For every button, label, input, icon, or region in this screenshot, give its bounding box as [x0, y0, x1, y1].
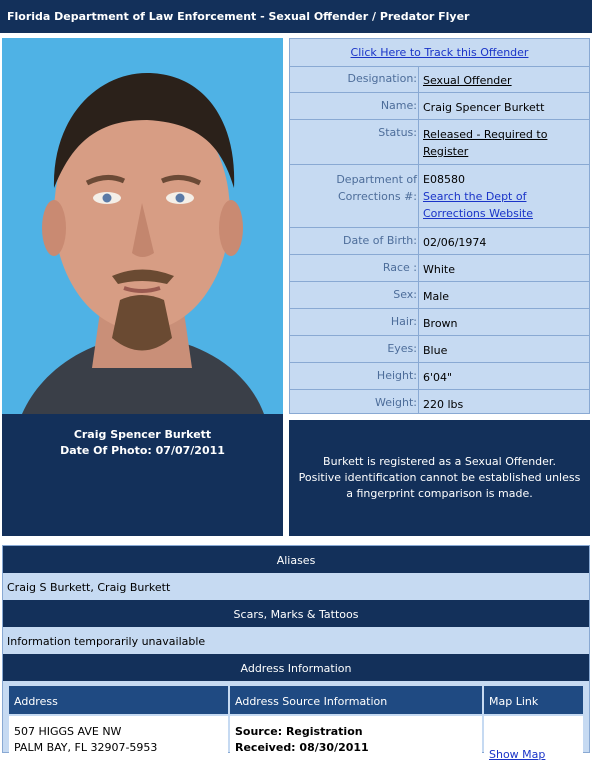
- name-value: Craig Spencer Burkett: [423, 101, 545, 114]
- notice-line-1: Burkett is registered as a Sexual Offender.: [323, 455, 556, 468]
- doc-search-link[interactable]: Search the Dept of Corrections Website: [423, 190, 533, 220]
- status-label: Status:: [378, 126, 417, 139]
- identification-notice: [289, 420, 590, 536]
- height-value: 6'04": [423, 371, 453, 384]
- race-value: White: [423, 263, 455, 276]
- address-title: Address Information: [240, 662, 352, 675]
- weight-label: Weight:: [374, 396, 417, 409]
- dob-value: 02/06/1974: [423, 236, 487, 249]
- show-map-link[interactable]: Show Map: [489, 748, 546, 761]
- offender-info-table: [289, 38, 590, 414]
- race-label: Race :: [382, 261, 417, 274]
- weight-row: [290, 390, 589, 414]
- hair-label: Hair:: [390, 315, 417, 328]
- photo-date: Date Of Photo: 07/07/2011: [60, 444, 225, 457]
- designation-row: [290, 66, 589, 93]
- designation-link[interactable]: Sexual Offender: [423, 74, 512, 87]
- map-cell: [484, 716, 583, 776]
- sex-row: [290, 282, 589, 309]
- dob-row: [290, 228, 589, 255]
- weight-value: 220 lbs: [423, 398, 464, 411]
- doc-number: E08580: [423, 173, 465, 186]
- dob-label: Date of Birth:: [342, 234, 417, 247]
- photo-caption: [2, 414, 283, 536]
- source-column-header: [230, 686, 482, 714]
- address-header: [3, 654, 589, 681]
- eyes-label: Eyes:: [387, 342, 417, 355]
- address-source: Source: Registration: [235, 725, 363, 738]
- aliases-header: [3, 546, 589, 573]
- aliases-value: Craig S Burkett, Craig Burkett: [7, 581, 171, 594]
- notice-line-2: Positive identification cannot be established unless a fingerprint comparison is made.: [298, 471, 581, 500]
- address-column-label: Address: [14, 695, 58, 708]
- offender-name: Craig Spencer Burkett: [73, 428, 212, 441]
- map-column-header: [484, 686, 583, 714]
- name-label: Name:: [380, 99, 417, 112]
- page-header: [0, 0, 592, 33]
- height-row: [290, 363, 589, 390]
- hair-row: [290, 309, 589, 336]
- address-cell: [9, 716, 228, 776]
- address-table: [9, 686, 583, 761]
- map-column-label: Map Link: [489, 695, 539, 708]
- page-title: Florida Department of Law Enforcement - Sexual Offender / Predator Flyer: [7, 10, 470, 23]
- eyes-row: [290, 336, 589, 363]
- status-link[interactable]: Released - Required to Register: [423, 128, 548, 158]
- designation-label: Designation:: [347, 72, 417, 85]
- address-received: Received: 08/30/2011: [235, 741, 369, 754]
- scars-title: Scars, Marks & Tattoos: [233, 608, 359, 621]
- height-label: Height:: [376, 369, 417, 382]
- scars-value: Information temporarily unavailable: [7, 635, 206, 648]
- address-column-header: [9, 686, 228, 714]
- address-line-1: 507 HIGGS AVE NW: [14, 725, 122, 738]
- doc-label: Department of Corrections #:: [336, 173, 417, 203]
- track-offender-link[interactable]: Click Here to Track this Offender: [350, 46, 529, 59]
- doc-value: [423, 171, 548, 222]
- sex-label: Sex:: [393, 288, 417, 301]
- race-row: [290, 255, 589, 282]
- eyes-value: Blue: [423, 344, 448, 357]
- details-panel: [2, 545, 590, 761]
- source-column-label: Address Source Information: [235, 695, 388, 708]
- offender-photo: [2, 38, 283, 414]
- name-row: [290, 93, 589, 120]
- source-cell: [230, 716, 482, 776]
- scars-header: [3, 600, 589, 627]
- status-row: [290, 120, 589, 165]
- aliases-title: Aliases: [276, 554, 316, 567]
- hair-value: Brown: [423, 317, 458, 330]
- scars-row: [3, 627, 589, 654]
- address-line-2: PALM BAY, FL 32907-5953: [14, 741, 158, 754]
- track-row: [290, 39, 589, 67]
- doc-row: [290, 165, 589, 228]
- aliases-row: [3, 573, 589, 600]
- sex-value: Male: [423, 290, 450, 303]
